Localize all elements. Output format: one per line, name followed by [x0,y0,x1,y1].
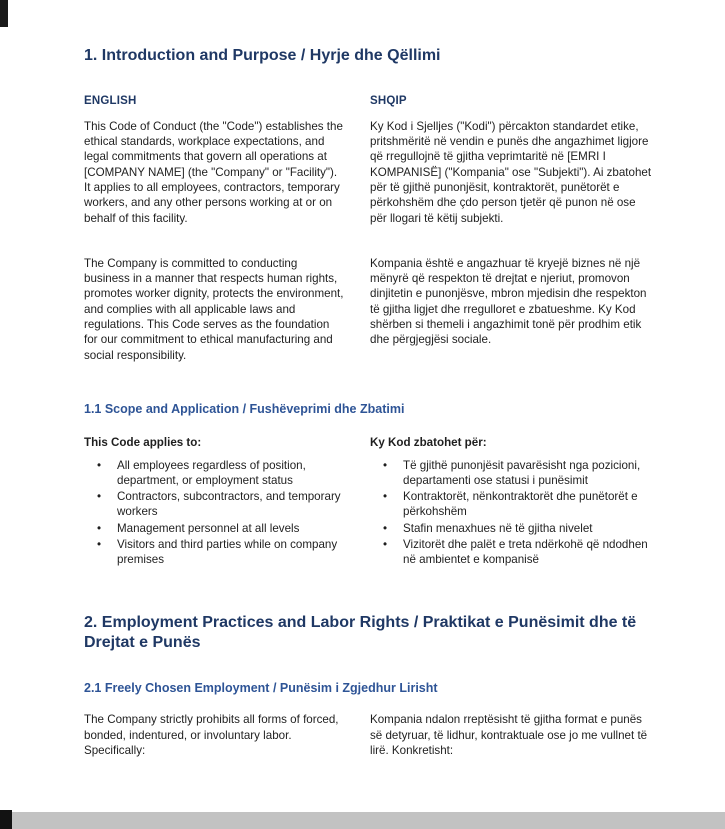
bullet-item: • Të gjithë punonjësit pavarësisht nga pozicioni, departamenti ose statusi i punësimit [370,458,655,489]
column-label-english: ENGLISH [84,94,137,107]
intro-paragraph-row-1 [84,119,669,226]
scope-lead-sq: Ky Kod zbatohet për: [370,436,487,450]
intro-paragraph-1-en: This Code of Conduct (the "Code") establishes the ethical standards, workplace expectations, and legal commitments that govern all operations at [COMPANY NAME] (the "Company" or "Facility"). It applies to all employees, contractors, temporary workers, and any other persons working at or on behalf of this facility. [84,119,343,225]
column-label-shqip: SHQIP [370,94,407,107]
bullet-item: • Visitors and third parties while on company premises [84,537,346,568]
bullet-item: • Vizitorët dhe palët e treta ndërkohë që ndodhen në ambientet e kompanisë [370,537,655,568]
bullet-item: • Management personnel at all levels [84,521,346,536]
bullet-item: • All employees regardless of position, department, or employment status [84,458,346,489]
scope-lead-row [84,435,669,450]
column-shqip [370,91,655,109]
section-heading-freely-chosen: 2.1 Freely Chosen Employment / Punësim i Zgjedhur Lirisht [84,681,438,696]
intro-paragraph-row-2 [84,256,669,363]
intro-paragraph-2-en: The Company is committed to conducting business in a manner that respects human rights, promotes worker dignity, protects the environment, and complies with all applicable laws and regulations. This Code serves as the foundation for our commitment to ethical manufacturing and social responsibility. [84,256,344,362]
scope-bullet-list-en [84,458,346,569]
freely-chosen-paragraph-sq: Kompania ndalon rreptësisht të gjitha format e punës së detyruar, të lidhur, kontraktuale ose jo me vullnet të lirë. Konkretisht: [370,713,648,758]
column-english [84,91,346,109]
bullet-item: • Stafin menaxhues në të gjitha nivelet [370,521,655,536]
page-edge-artifact-bottom-left [0,810,12,829]
freely-chosen-paragraph-row [84,712,669,758]
page-edge-artifact-top-left [0,0,8,27]
section-heading-scope: 1.1 Scope and Application / Fushëveprimi dhe Zbatimi [84,401,405,416]
intro-paragraph-2-sq: Kompania është e angazhuar të kryejë biznes në një mënyrë që respekton të drejtat e njeriut, promovon dinjitetin e punonjësve, mbron mjedisin dhe respekton të gjitha ligjet dhe rregulloret e zbatueshme. Ky Kod shërben si themeli i angazhimit tonë për prodhim etik dhe përgjegjësi sociale. [370,256,647,347]
section-heading-introduction: 1. Introduction and Purpose / Hyrje dhe Qëllimi [84,47,441,64]
column-labels-row [84,91,669,109]
page-bottom-edge-band [0,812,725,829]
scope-bullet-list-sq [370,458,655,569]
freely-chosen-paragraph-en: The Company strictly prohibits all forms of forced, bonded, indentured, or involuntary labor. Specifically: [84,713,339,758]
bullet-item: • Contractors, subcontractors, and temporary workers [84,489,346,520]
section-heading-employment: 2. Employment Practices and Labor Rights / Praktikat e Punësimit dhe të Drejtat e Punës [84,613,637,652]
bullet-item: • Kontraktorët, nënkontraktorët dhe punëtorët e përkohshëm [370,489,655,520]
scope-lead-en: This Code applies to: [84,436,202,450]
scope-bullets-row [84,458,669,569]
intro-paragraph-1-sq: Ky Kod i Sjelljes ("Kodi") përcakton standardet etike, pritshmëritë në vendin e punës dhe angazhimet ligjore që rregullojnë të gjitha veprimtaritë në [EMRI I KOMPANISË] ("Kompania" ose "Subjekti"). Ai zbatohet për të gjithë punonjësit, kontraktorët, punëtorët e përkohshëm dhe çdo person tjetër që punon në ose për llogari të këtij subjekti. [370,119,652,225]
